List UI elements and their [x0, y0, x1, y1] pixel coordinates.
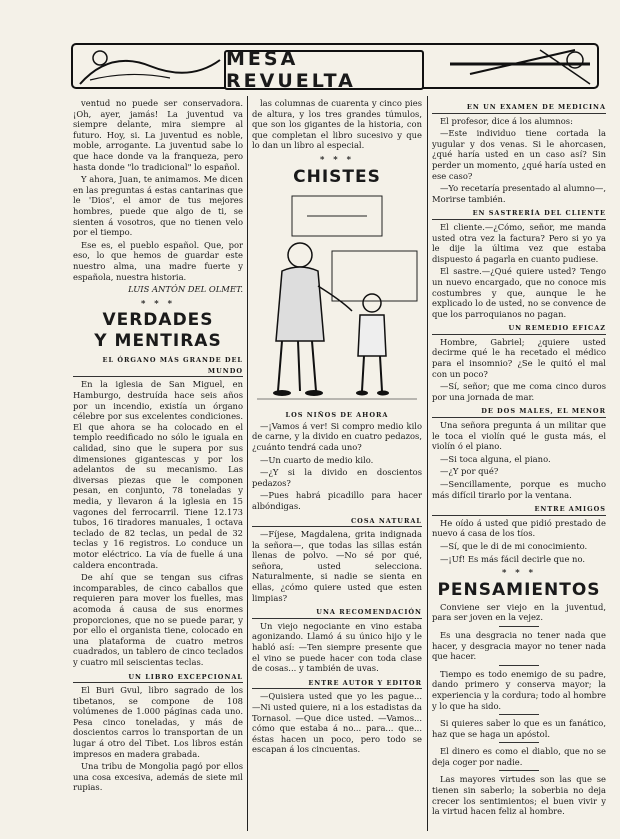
paragraph: —Yo recetaría presentado al alumno—, Morirse también.	[432, 183, 606, 204]
paragraph: —Quisiera usted que yo les pague... —Ni usted quiere, ni a los estadistas da Tornasol. —Que dice usted. —Vamos... cómo que estaba á no... para... que... éstas hacen un poco, pero todo se escapan á los cincuentas.	[252, 691, 422, 755]
section-heading: ENTRE AMIGOS	[432, 504, 606, 516]
paragraph: Un viejo negociante en vino estaba agonizando. Llamó á su único hijo y le habló así: —Ten siempre presente que el vino se puede hacer con toda clase de cosas... y también de uvas.	[252, 620, 422, 674]
dialog-line: —¿Y si la divido en doscientos pedazos?	[252, 467, 422, 488]
column-3	[432, 98, 606, 833]
divider	[499, 665, 539, 666]
paragraph: Y ahora, Juan, te animamos. Me dicen en las preguntas á estas cantarinas que le 'Dios', el amor de tus mejores hombres, puede que algo de ti, se sienten á vosotros, que no tienen velo por el tiempo.	[73, 174, 243, 238]
section-heading: ENTRE AUTOR Y EDITOR	[252, 678, 422, 690]
paragraph: Hombre, Gabriel; ¿quiere usted decirme qué le ha recetado el médico para el insomnio? ¿Se le quitó el mal con un poco?	[432, 336, 606, 379]
divider	[499, 714, 539, 715]
headline-mentiras: Y MENTIRAS	[94, 331, 222, 352]
divider	[499, 742, 539, 743]
paragraph: las columnas de cuarenta y cinco pies de altura, y los tres grandes túmulos, que son los gigantes de la historia, con que completan el libro sucesivo y que lo dan un libro al especial.	[252, 98, 422, 151]
paragraph: —Fíjese, Magdalena, grita indignada la señora—, que todas las sillas están llenas de polvo. —No sé por qué, señora, usted selecciona. Naturalmente, si nadie se sienta en ellas, ¿cómo quiere usted que esten limpias?	[252, 529, 422, 603]
paragraph: —Sí, señor; que me coma cinco duros por una jornada de mar.	[432, 381, 606, 402]
section-heading: UN LIBRO EXCEPCIONAL	[73, 672, 243, 684]
dialog-line: —¡Vamos á ver! Si compro medio kilo de carne, y la divido en cuatro pedazos, ¿cuánto tendrá cada uno?	[252, 420, 422, 452]
article-signature: LUIS ANTÓN DEL OLMET.	[128, 284, 243, 295]
paragraph: —¡Uf! Es más fácil decirle que no.	[440, 553, 586, 564]
paragraph: —Sencillamente, porque es mucho más difícil tirarlo por la ventana.	[432, 479, 606, 500]
paragraph: El sastre.—¿Qué quiere usted? Tengo un nuevo encargado, que no conoce mis costumbres y que, aunque le he explicado lo de usted, no se convence de que los parroquianos no pagan.	[432, 266, 606, 319]
column-divider	[247, 96, 248, 831]
masthead-title-box	[224, 50, 424, 90]
section-heading: EL ÓRGANO MÁS GRANDE DEL MUNDO	[73, 355, 243, 377]
separator-stars: * * *	[320, 153, 354, 164]
divider	[499, 770, 539, 771]
illustration-caption: LOS NIÑOS DE AHORA	[285, 411, 389, 420]
headline-verdades: VERDADES	[102, 310, 214, 331]
paragraph: He oído á usted que pidió prestado de nuevo á casa de los tíos.	[432, 517, 606, 539]
paragraph: El cliente.—¿Cómo, señor, me manda usted otra vez la factura? Pero si yo ya le dije la última vez que estaba dispuesto á pagarla en cuanto pudiese.	[432, 221, 606, 264]
paragraph: —¿Y por qué?	[440, 466, 499, 477]
section-heading: EN UN EXAMEN DE MEDICINA	[432, 102, 606, 114]
column-divider	[427, 96, 428, 831]
section-heading: EN SASTRERÍA DEL CLIENTE	[432, 208, 606, 220]
paragraph: Una tribu de Mongolia pagó por ellos una cosa excesiva, además de siete mil rupias.	[73, 761, 243, 793]
thought: Las mayores virtudes son las que se tienen sin saberlo; la soberbia no deja crecer los sentimientos; el buen vivir y la virtud hacen feliz al hombre.	[432, 774, 606, 817]
thought: Si quieres saber lo que es un fanático, haz que se haga un apóstol.	[432, 718, 606, 739]
paragraph: —Si toca alguna, el piano.	[440, 453, 551, 464]
column-1	[73, 98, 243, 833]
column-2	[252, 98, 422, 833]
separator-stars: * * *	[502, 567, 536, 578]
paragraph: Ese es, el pueblo español. Que, por eso, lo que hemos de guardar este nuestro alma, una madre fuerte y española, nuestra historia.	[73, 239, 243, 282]
divider	[499, 626, 539, 627]
dialog-line: —Pues habrá picadillo para hacer albóndigas.	[252, 490, 422, 511]
paragraph: ventud no puede ser conservadora. ¡Oh, ayer, jamás! La juventud va siempre delante, mira siempre al futuro. Hoy, si. La juventud es noble, moble, arrogante. La juventud sabe lo que hace donde va la franqueza, pero hasta donde "lo tradicional" lo español.	[73, 98, 243, 172]
section-heading: COSA NATURAL	[252, 516, 422, 528]
dialog-line: —Un cuarto de medio kilo.	[260, 454, 374, 465]
thought: Es una desgracia no tener nada que hacer, y desgracia mayor no tener nada que hacer.	[432, 629, 606, 662]
separator-stars: * * *	[141, 297, 175, 308]
masthead-title: MESA REVUELTA	[226, 48, 356, 92]
headline-chistes: CHISTES	[293, 166, 381, 187]
paragraph: El profesor, dice á los alumnos:	[440, 115, 573, 126]
cartoon-teacher-boy-illustration	[252, 191, 422, 406]
paragraph: El Buri Gvul, libro sagrado de los tibetanos, se compone de 108 volúmenes de 1.000 páginas cada uno. Pesa cinco toneladas, y más de doscientos carros lo transportan de un lugar á otro del Tibet. Los libros están impresos en madera grabada.	[73, 685, 243, 759]
thought: Tiempo es todo enemigo de su padre, dando primero y conserva mayor; la experiencia y la cordura; todo al hombre y lo que ha sido.	[432, 668, 606, 711]
section-heading: UN REMEDIO EFICAZ	[432, 323, 606, 335]
paragraph: En la iglesia de San Miguel, en Hamburgo, destruída hace seis años por un incendio, existía un órgano célebre por sus excelentes condiciones. El que ahora se ha colocado en el templo reedificado no sólo le iguala en calidad, sino que le supera por sus dimensiones gigantescas y por los adelantos de su mecanismo. Las diversas piezas que le componen pesan, en conjunto, 78 toneladas y media, y llevaron á la iglesia en 15 vagones del ferrocarril. Tiene 12.173 tubos, 16 tiradores manuales, 1 octava teclado de 82 teclas, un pedal de 32 teclas y 16 registros. Lo conduce un motor eléctrico. La vía de fuelle á una caldera encontrada.	[73, 379, 243, 570]
section-heading: DE DOS MALES, EL MENOR	[432, 406, 606, 418]
headline-pensamientos: PENSAMIENTOS	[437, 579, 601, 600]
thought: El dinero es como el diablo, que no se deja coger por nadie.	[432, 746, 606, 767]
paragraph: Una señora pregunta á un militar que le toca el violín qué le gusta más, el violín ó el piano.	[432, 420, 606, 452]
paragraph: —Este individuo tiene cortada la yugular y dos venas. Si le ahorcasen, ¿qué haría usted en un caso así? Sin perder un momento, ¿qué haría usted en ese caso?	[432, 128, 606, 181]
paragraph: De ahí que se tengan sus cifras incomparables, de cinco caballos que requieren para mover los fuelles, mas acomoda á causa de sus enormes proporciones, que no se puede parar, y por ello el organista tiene, colocado en una plataforma de cuatro metros cuadrados, un tablero de cinco teclados y cuatro mil seiscientas teclas.	[73, 572, 243, 667]
section-heading: UNA RECOMENDACIÓN	[252, 607, 422, 619]
thought: Conviene ser viejo en la juventud, para ser joven en la vejez.	[432, 601, 606, 623]
paragraph: —Sí, que le di de mi conocimiento.	[440, 540, 588, 551]
